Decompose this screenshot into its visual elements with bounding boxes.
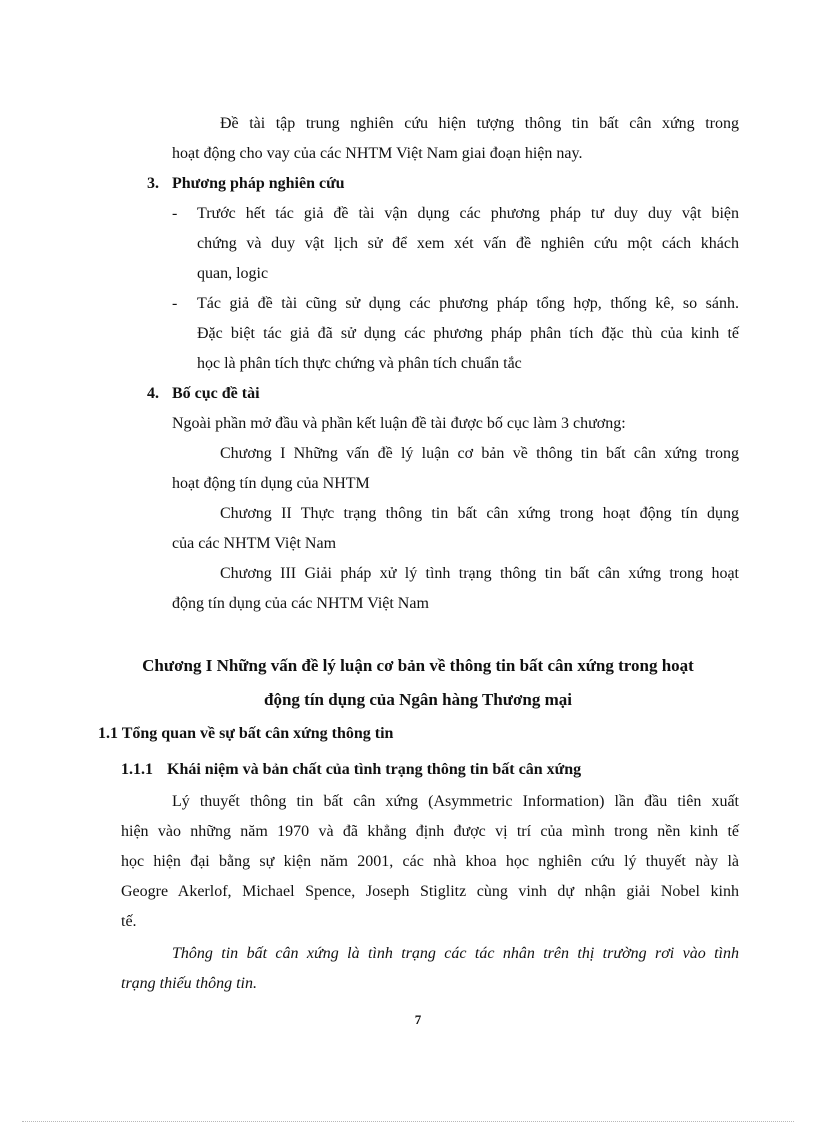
bullet-2-line-1: Tác giả đề tài cũng sử dụng các phương pháp tổng hợp, thống kê, so sánh. [197, 295, 739, 312]
body-line-2: hiện vào những năm 1970 và đã khẳng định được vị trí của mình trong nền kinh tế [121, 823, 739, 840]
chapter-2-line-2: của các NHTM Việt Nam [172, 535, 337, 552]
page-bottom-border [22, 1121, 794, 1122]
bullet-marker: - [172, 295, 178, 312]
page-number: 7 [414, 1012, 422, 1027]
italic-line-1: Thông tin bất cân xứng là tình trạng các tác nhân trên thị trường rơi vào tình [172, 945, 739, 962]
section-1-1-heading: 1.1 Tổng quan về sự bất cân xứng thông tin [98, 725, 394, 742]
bullet-1-line-3: quan, logic [197, 265, 269, 282]
chapter-3-line-2: động tín dụng của các NHTM Việt Nam [172, 595, 429, 612]
italic-line-2: trạng thiếu thông tin. [121, 975, 257, 992]
bullet-2-line-2: Đặc biệt tác giả đã sử dụng các phương pháp phân tích đặc thù của kinh tế [197, 325, 739, 342]
bullet-1-line-2: chứng và duy vật lịch sử để xem xét vấn đề nghiên cứu một cách khách [197, 235, 739, 252]
section-4-number: 4. [147, 385, 159, 402]
body-line-1: Lý thuyết thông tin bất cân xứng (Asymmetric Information) lần đầu tiên xuất [172, 793, 739, 810]
body-line-4: Geogre Akerlof, Michael Spence, Joseph Stiglitz cùng vinh dự nhận giải Nobel kinh [121, 883, 739, 900]
section-1-1-1-title: Khái niệm và bản chất của tình trạng thông tin bất cân xứng [167, 761, 582, 778]
section-1-1-1-number: 1.1.1 [121, 761, 153, 778]
body-line-3: học hiện đại bằng sự kiện năm 2001, các nhà khoa học nghiên cứu lý thuyết này là [121, 853, 739, 870]
chapter-2-line-1: Chương II Thực trạng thông tin bất cân xứng trong hoạt động tín dụng [220, 505, 739, 522]
section-4-intro: Ngoài phần mở đầu và phần kết luận đề tài được bố cục làm 3 chương: [172, 415, 626, 432]
section-3-heading: Phương pháp nghiên cứu [172, 175, 345, 192]
chapter-1-line-1: Chương I Những vấn đề lý luận cơ bản về thông tin bất cân xứng trong [220, 445, 739, 462]
chapter-3-line-1: Chương III Giải pháp xử lý tình trạng thông tin bất cân xứng trong hoạt [220, 565, 739, 582]
section-4-heading: Bố cục đề tài [172, 385, 260, 402]
bullet-2-line-3: học là phân tích thực chứng và phân tích chuẩn tắc [197, 355, 522, 372]
section-3-number: 3. [147, 175, 159, 192]
chapter-title-line-2: động tín dụng của Ngân hàng Thương mại [264, 690, 572, 709]
body-line-5: tế. [121, 913, 137, 930]
purpose-line-2: hoạt động cho vay của các NHTM Việt Nam giai đoạn hiện nay. [172, 145, 583, 162]
bullet-1-line-1: Trước hết tác giả đề tài vận dụng các phương pháp tư duy duy vật biện [197, 205, 739, 222]
chapter-title-line-1: Chương I Những vấn đề lý luận cơ bản về thông tin bất cân xứng trong hoạt [142, 656, 694, 675]
chapter-1-line-2: hoạt động tín dụng của NHTM [172, 475, 370, 492]
purpose-line-1: Đề tài tập trung nghiên cứu hiện tượng thông tin bất cân xứng trong [220, 115, 739, 132]
bullet-marker: - [172, 205, 178, 222]
